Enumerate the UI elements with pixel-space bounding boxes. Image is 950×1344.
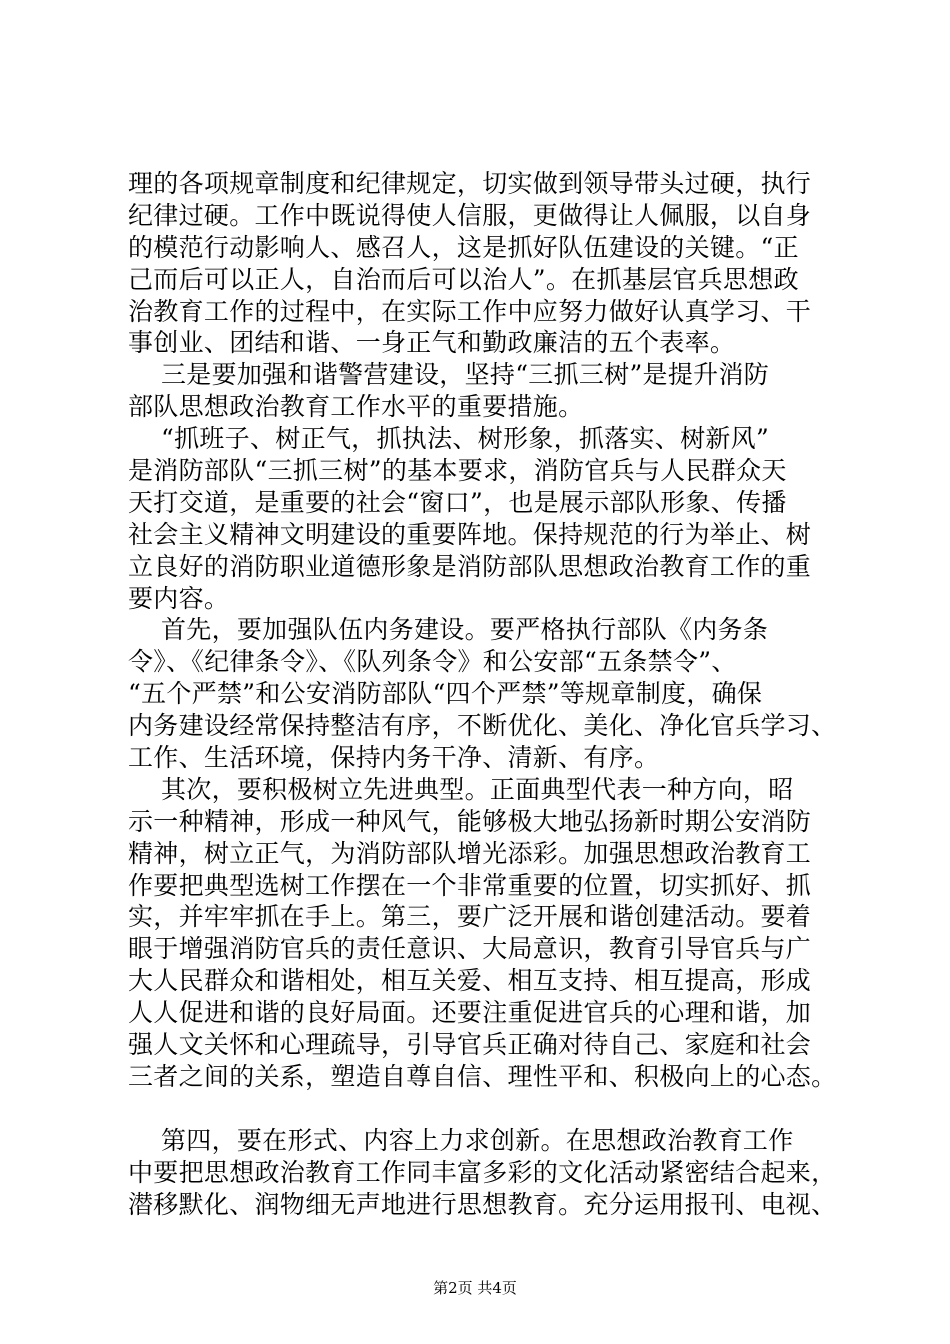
page-footer: 第2页 共4页 <box>433 1279 517 1297</box>
text-line: 精神，树立正气，为消防部队增光添彩。加强思想政治教育工 <box>128 838 812 868</box>
text-line: 天打交道，是重要的社会“窗口”，也是展示部队形象、传播 <box>128 487 787 517</box>
text-line: 眼于增强消防官兵的责任意识、大局意识，教育引导官兵与广 <box>128 934 812 964</box>
text-line: 事创业、团结和谐、一身正气和勤政廉洁的五个表率。 <box>128 328 736 358</box>
text-line: 己而后可以正人，自治而后可以治人”。在抓基层官兵思想政 <box>128 264 799 294</box>
text-line: 要内容。 <box>128 583 230 613</box>
text-line: 治教育工作的过程中，在实际工作中应努力做好认真学习、干 <box>128 296 812 326</box>
text-line: 的模范行动影响人、感召人，这是抓好队伍建设的关键。“正 <box>128 232 799 262</box>
text-line: 首先，要加强队伍内务建设。要严格执行部队《内务条 <box>128 615 769 645</box>
text-line: “抓班子、树正气，抓执法、树形象，抓落实、树新风” <box>128 424 770 454</box>
text-line: 社会主义精神文明建设的重要阵地。保持规范的行为举止、树 <box>128 519 812 549</box>
text-line: 是消防部队“三抓三树”的基本要求，消防官兵与人民群众天 <box>128 456 787 486</box>
text-line: “五个严禁”和公安消防部队“四个严禁”等规章制度，确保 <box>128 679 763 709</box>
text-line: 中要把思想政治教育工作同丰富多彩的文化活动紧密结合起来， <box>128 1157 837 1187</box>
text-line: 三是要加强和谐警营建设，坚持“三抓三树”是提升消防 <box>128 360 770 390</box>
text-line: 人人促进和谐的良好局面。还要注重促进官兵的心理和谐，加 <box>128 998 812 1028</box>
text-line: 内务建设经常保持整洁有序，不断优化、美化、净化官兵学习、 <box>128 711 837 741</box>
text-line: 立良好的消防职业道德形象是消防部队思想政治教育工作的重 <box>128 551 812 581</box>
paragraph-gap <box>128 1093 848 1125</box>
text-line: 纪律过硬。工作中既说得使人信服，更做得让人佩服，以自身 <box>128 200 812 230</box>
text-line: 作要把典型选树工作摆在一个非常重要的位置，切实抓好、抓 <box>128 870 812 900</box>
text-line: 令》、《纪律条令》、《队列条令》和公安部“五条禁令”、 <box>128 647 737 677</box>
text-line: 其次，要积极树立先进典型。正面典型代表一种方向，昭 <box>128 774 794 804</box>
text-line: 潜移默化、润物细无声地进行思想教育。充分运用报刊、电视、 <box>128 1189 837 1219</box>
text-line: 理的各项规章制度和纪律规定，切实做到领导带头过硬，执行 <box>128 169 812 198</box>
text-line: 部队思想政治教育工作水平的重要措施。 <box>128 392 584 422</box>
text-line: 强人文关怀和心理疏导，引导官兵正确对待自己、家庭和社会 <box>128 1030 812 1060</box>
document-body <box>128 168 848 1221</box>
text-line: 大人民群众和谐相处，相互关爱、相互支持、相互提高，形成 <box>128 966 812 996</box>
text-line: 第四，要在形式、内容上力求创新。在思想政治教育工作 <box>128 1125 794 1155</box>
text-line: 实，并牢牢抓在手上。第三，要广泛开展和谐创建活动。要着 <box>128 902 812 932</box>
text-line: 示一种精神，形成一种风气，能够极大地弘扬新时期公安消防 <box>128 806 812 836</box>
text-line: 三者之间的关系，塑造自尊自信、理性平和、积极向上的心态。 <box>128 1061 837 1091</box>
text-line: 工作、生活环境，保持内务干净、清新、有序。 <box>128 743 660 773</box>
